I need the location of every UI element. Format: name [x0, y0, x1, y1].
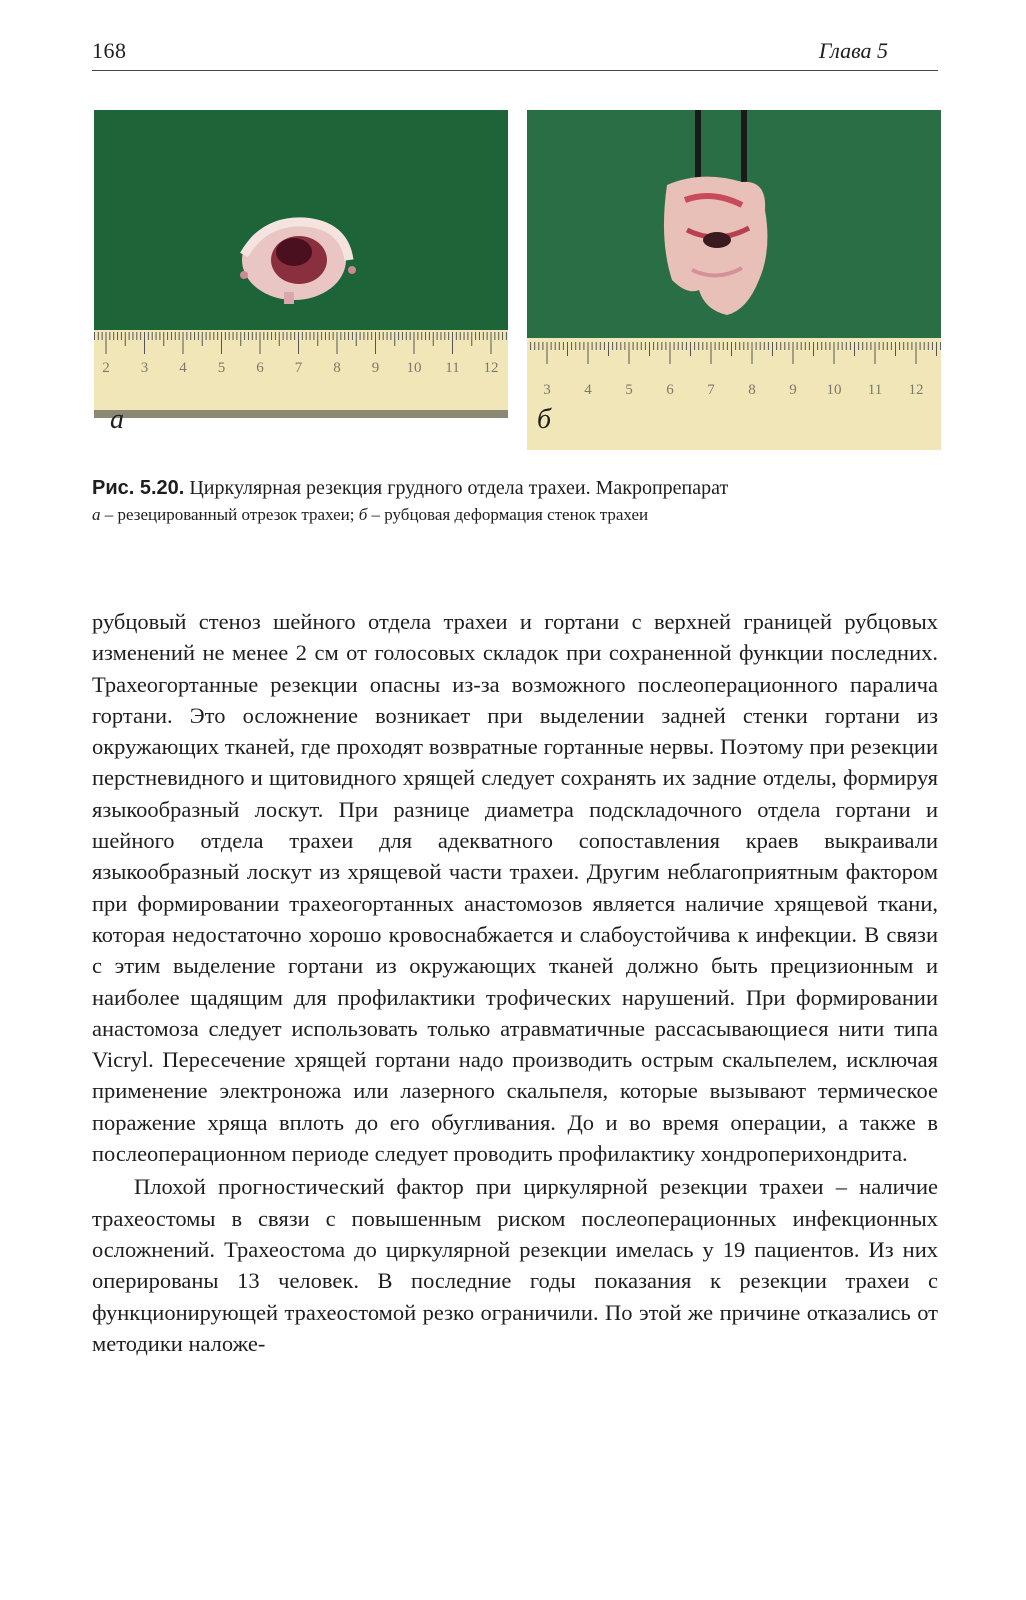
- ruler-number: 4: [584, 382, 592, 398]
- ruler-number: 7: [294, 360, 303, 376]
- caption-title: Циркулярная резекция грудного отдела трахеи. Макропрепарат: [189, 477, 729, 499]
- ruler-number: 8: [748, 382, 756, 398]
- caption-label: Рис. 5.20.: [92, 477, 185, 499]
- ruler-number: 6: [256, 360, 264, 376]
- caption-part-b-letter: б: [358, 505, 368, 524]
- caption-part-a-text: – резецированный отрезок трахеи;: [100, 505, 359, 524]
- ruler-number: 3: [543, 382, 551, 398]
- ruler-number: 11: [867, 382, 883, 398]
- header-rule: [92, 70, 938, 71]
- ruler-number: 12: [483, 360, 499, 376]
- ruler-number: 9: [371, 360, 380, 376]
- ruler-number: 10: [406, 360, 422, 376]
- figure-panel-a: [94, 110, 508, 450]
- ruler-number: 10: [826, 382, 842, 398]
- ruler-number: 5: [625, 382, 633, 398]
- caption-part-b-text: – рубцовая деформация стенок трахеи: [367, 505, 649, 524]
- paragraph-2: Плохой прогностический фактор при циркулярной резекции трахеи – наличие трахеостомы в связи с повышенным риском послеоперационных инфекционных осложнений. Трахеостома до циркулярной резекции имелась у 19 пациентов. Из них оперированы 13 человек. В последние годы показания к резекции трахеи с функционирующей трахеостомой резко ограничили. По этой же причине отказались от методики наложе-: [92, 1174, 938, 1356]
- ruler-number: 12: [908, 382, 924, 398]
- ruler-number: 4: [179, 360, 187, 376]
- ruler-number: 2: [102, 360, 110, 376]
- ruler-number: 6: [666, 382, 674, 398]
- paragraph-1: рубцовый стеноз шейного отдела трахеи и гортани с верхней границей рубцовых изменений не менее 2 см от голосовых складок при сохраненной функции последних. Трахеогортанные резекции опасны из-за возможного послеоперационного паралича гортани. Это осложнение возникает при выделении задней стенки гортани из окружающих тканей, где проходят возвратные гортанные нервы. Поэтому при резекции перстневидного и щитовидного хрящей следует сохранять их задние отделы, формируя языкообразный лоскут. При разнице диаметра подскладочного отдела гортани и шейного отдела трахеи для адекватного сопоставления краев выкраивали языкообразный лоскут из хрящевой части трахеи. Другим неблагоприятным фактором при формировании трахеогортанных анастомозов является наличие хрящевой ткани, которая недостаточно хорошо кровоснабжается и слабоустойчива к инфекции. В связи с этим выделение гортани из окружающих тканей должно быть прецизионным и наиболее щадящим для профилактики трофических нарушений. При формировании анастомоза следует использовать только атравматичные рассасывающиеся нити типа Vicryl. Пересечение хрящей гортани надо производить острым скальпелем, исключая применение электроножа или лазерного скальпеля, которые вызывают термическое поражение хряща вплоть до его обугливания. До и во время операции, а также в послеоперационном периоде следует проводить профилактику хондроперихондрита.: [92, 609, 938, 1167]
- figure-caption: [92, 474, 938, 528]
- ruler-number: 9: [789, 382, 797, 398]
- specimen-photo-b: [527, 110, 941, 450]
- figure-panel-b: [527, 110, 941, 450]
- ruler-number: 7: [707, 382, 715, 398]
- ruler-number: 3: [140, 360, 149, 376]
- page-number: 168: [92, 38, 127, 63]
- ruler-number: 5: [217, 360, 226, 376]
- ruler-b: [527, 338, 941, 450]
- ruler-number: 11: [445, 360, 460, 376]
- running-head: Глава 5: [818, 38, 888, 63]
- ruler-number: 8: [333, 360, 341, 376]
- caption-part-a-letter: а: [92, 505, 101, 524]
- panel-letter-a: а: [110, 404, 124, 435]
- body-text: [92, 606, 938, 1359]
- panel-letter-b: б: [537, 404, 552, 435]
- specimen-photo-a: [94, 110, 508, 450]
